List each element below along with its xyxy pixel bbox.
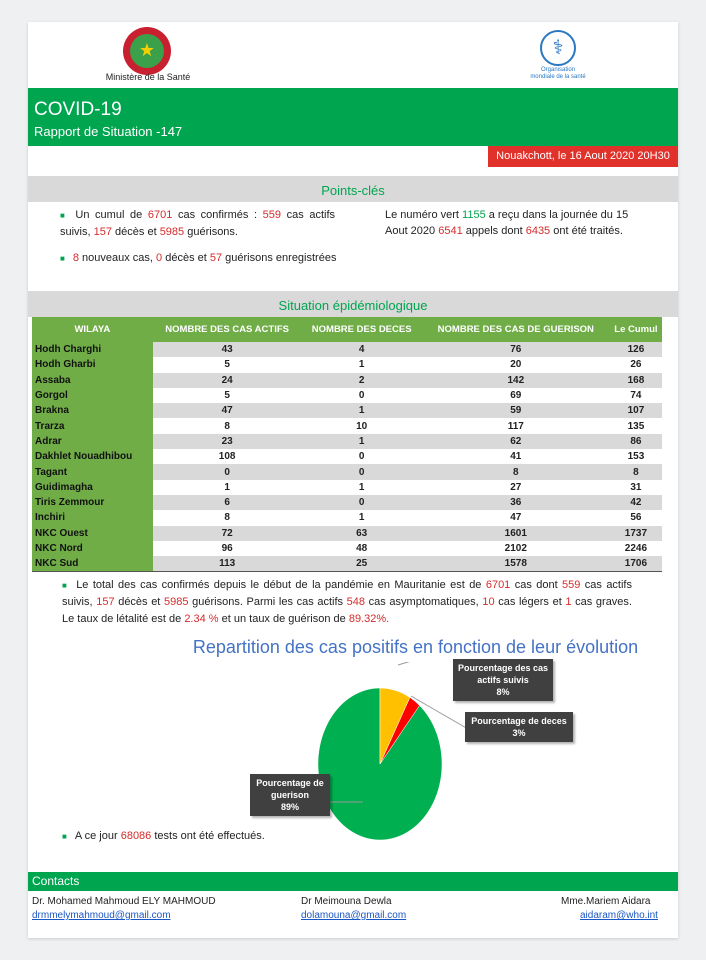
value-cell: 1 xyxy=(302,434,422,449)
key-point-1: ■ Un cumul de 6701 cas confirmés : 559 cas actifs suivis, 157 décès et 5985 guérisons. xyxy=(60,209,336,238)
title-band xyxy=(28,88,678,146)
ministry-logo: ★ xyxy=(123,27,171,75)
chart-title: Repartition des cas positifs en fonction de leur évolution xyxy=(192,637,639,657)
value-cell: 2246 xyxy=(624,543,648,554)
label-guerison-value: 89% xyxy=(280,802,299,812)
value-cell: 23 xyxy=(153,434,302,449)
highlight-value: 6541 xyxy=(438,225,463,237)
table-row xyxy=(32,510,662,525)
value-cell: 0 xyxy=(358,390,365,402)
value-cell: 8 xyxy=(610,464,662,479)
value-cell: 1706 xyxy=(610,556,662,571)
value-cell: 42 xyxy=(610,495,662,510)
highlight-value: 548 xyxy=(346,596,366,608)
wilaya-cell: NKC Sud xyxy=(32,556,153,571)
value-cell: 1 xyxy=(224,481,230,493)
table-row xyxy=(32,434,662,449)
text-segment: cas confirmés : xyxy=(172,209,263,221)
contact-name: Dr. Mohamed Mahmoud ELY MAHMOUD xyxy=(32,896,216,907)
highlight-value: 1155 xyxy=(462,209,486,221)
value-cell: 108 xyxy=(218,451,236,463)
text-segment: cas asymptomatiques, xyxy=(365,596,483,608)
highlight-value: 559 xyxy=(262,209,281,221)
text-segment: ont été traités. xyxy=(550,225,623,237)
table-row xyxy=(32,357,662,372)
value-cell: 63 xyxy=(302,526,422,541)
points-cles-heading: Points-clés xyxy=(28,176,678,202)
highlight-value: 559 xyxy=(562,579,581,591)
value-cell: 25 xyxy=(302,556,422,571)
table-row xyxy=(32,480,662,495)
table-row xyxy=(32,541,662,556)
value-cell: 0 xyxy=(153,464,302,479)
label-deces xyxy=(465,712,573,742)
highlight-value: 0 xyxy=(156,252,163,264)
value-cell: 59 xyxy=(422,403,610,418)
contacts-heading: Contacts xyxy=(28,872,678,891)
label-actifs-text: Pourcentage des cas actifs suivis xyxy=(457,663,549,685)
value-cell: 1601 xyxy=(422,526,610,541)
value-cell: 0 xyxy=(302,495,422,510)
contact-email[interactable]: aidaram@who.int xyxy=(580,910,658,921)
text-segment: décès et xyxy=(162,252,210,264)
table-row xyxy=(32,342,662,357)
value-cell: 43 xyxy=(153,342,302,357)
value-cell: 69 xyxy=(510,390,522,402)
label-actifs-value: 8% xyxy=(496,687,510,697)
highlight-value: 1 xyxy=(565,596,572,608)
text-segment: nouveaux cas, xyxy=(78,252,157,264)
wilaya-cell: Trarza xyxy=(32,418,153,433)
label-actifs xyxy=(453,659,553,701)
value-cell: 96 xyxy=(221,543,233,554)
key-point-hotline xyxy=(385,207,635,239)
value-cell: 5 xyxy=(224,359,230,371)
text-segment: Un cumul de xyxy=(75,209,148,221)
text-segment: guérisons. Parmi les cas actifs xyxy=(188,596,347,608)
text-segment: décès et xyxy=(114,596,165,608)
highlight-value: 6701 xyxy=(485,579,511,591)
label-deces-text: Pourcentage de deces xyxy=(471,716,567,726)
who-label-1: Organisation xyxy=(540,67,576,73)
value-cell: 56 xyxy=(630,512,642,524)
value-cell: 5 xyxy=(224,390,230,402)
value-cell: 153 xyxy=(627,451,645,463)
highlight-value: 68086 xyxy=(120,830,152,842)
table-row xyxy=(32,403,662,418)
value-cell: 47 xyxy=(510,512,522,524)
text-segment: cas actifs suivis, xyxy=(60,209,336,238)
table-row xyxy=(32,556,662,571)
text-segment: appels dont xyxy=(462,225,526,237)
contact-name: Dr Meimouna Dewla xyxy=(301,896,392,907)
value-cell: 1 xyxy=(358,481,365,493)
column-header: NOMBRE DES CAS DE GUERISON xyxy=(422,317,610,342)
highlight-value: 6701 xyxy=(147,209,173,221)
highlight-value: 8 xyxy=(72,252,79,264)
label-deces-value: 3% xyxy=(512,728,526,738)
wilaya-cell: Hodh Gharbi xyxy=(32,357,153,372)
table-row xyxy=(32,464,662,479)
text-segment: Le total des cas confirmés depuis le début de la pandémie en Mauritanie est de xyxy=(76,579,486,591)
report-date: Nouakchott, le 16 Aout 2020 20H30 xyxy=(488,146,678,167)
value-cell: 47 xyxy=(153,403,302,418)
value-cell: 1578 xyxy=(422,556,610,571)
table-row xyxy=(32,449,662,464)
value-cell: 41 xyxy=(510,451,522,463)
value-cell: 27 xyxy=(510,481,522,493)
value-cell: 107 xyxy=(610,403,662,418)
table-row xyxy=(32,388,662,403)
text-segment: décès et xyxy=(111,226,160,238)
text-segment: cas graves. Le taux de létalité est de xyxy=(62,596,632,625)
value-cell: 142 xyxy=(422,373,610,388)
situation-heading: Situation épidémiologique xyxy=(28,291,678,317)
value-cell: 4 xyxy=(302,342,422,357)
column-header: NOMBRE DES DECES xyxy=(302,317,422,342)
wilaya-cell: Tagant xyxy=(32,464,153,479)
wilaya-cell: Guidimagha xyxy=(32,480,153,495)
wilaya-cell: Inchiri xyxy=(32,510,153,525)
value-cell: 31 xyxy=(630,481,642,493)
text-segment: a reçu dans la journée du 15 Aout 2020 xyxy=(385,209,629,237)
text-segment: cas dont xyxy=(510,579,563,591)
text-segment: Le numéro vert xyxy=(385,209,463,221)
text-segment: cas actifs suivis, xyxy=(62,579,632,608)
value-cell: 36 xyxy=(422,495,610,510)
value-cell: 0 xyxy=(302,464,422,479)
highlight-value: 157 xyxy=(93,226,112,238)
text-segment: cas légers et xyxy=(494,596,566,608)
value-cell: 0 xyxy=(358,451,365,463)
value-cell: 74 xyxy=(630,390,642,402)
contact-name: Mme.Mariem Aidara xyxy=(561,896,651,907)
value-cell: 6 xyxy=(153,495,302,510)
text-segment: A ce jour xyxy=(74,830,121,842)
tests-bullet: ■ A ce jour 68086 tests ont été effectués. xyxy=(62,830,265,842)
value-cell: 117 xyxy=(507,420,524,432)
value-cell: 26 xyxy=(630,359,642,371)
contact-email[interactable]: drmmelymahmoud@gmail.com xyxy=(32,910,171,921)
value-cell: 1 xyxy=(358,359,365,371)
report-title: COVID-19 xyxy=(34,99,122,120)
value-cell: 2102 xyxy=(504,543,527,554)
value-cell: 10 xyxy=(356,420,368,432)
text-segment: guérisons. xyxy=(184,226,238,238)
value-cell: 1 xyxy=(302,403,422,418)
highlight-value: 10 xyxy=(482,596,495,608)
table-row xyxy=(32,526,662,541)
value-cell: 48 xyxy=(356,543,368,554)
wilaya-cell: NKC Ouest xyxy=(32,526,153,541)
highlight-value: 157 xyxy=(96,596,115,608)
report-page xyxy=(28,22,678,938)
wilaya-cell: Assaba xyxy=(32,373,153,388)
value-cell: 1737 xyxy=(610,526,662,541)
value-cell: 86 xyxy=(610,434,662,449)
value-cell: 113 xyxy=(153,556,302,571)
wilaya-cell: Hodh Charghi xyxy=(32,342,153,357)
who-label-2: mondiale de la santé xyxy=(530,74,586,80)
column-header: NOMBRE DES CAS ACTIFS xyxy=(153,317,302,342)
value-cell: 135 xyxy=(627,420,645,432)
contact-email[interactable]: dolamouna@gmail.com xyxy=(301,910,407,921)
wilaya-cell: Gorgol xyxy=(32,388,153,403)
table-row xyxy=(32,373,662,388)
highlight-value: 6435 xyxy=(525,225,551,237)
ministry-label: Ministère de la Santé xyxy=(105,72,191,82)
value-cell: 62 xyxy=(422,434,610,449)
highlight-value: 57 xyxy=(209,252,223,264)
wilaya-cell: Brakna xyxy=(32,403,153,418)
value-cell: 76 xyxy=(422,342,610,357)
highlight-value: 89.32%. xyxy=(348,613,390,625)
who-logo: ⚕ xyxy=(540,30,576,66)
highlight-value: 5985 xyxy=(159,226,185,238)
situation-table xyxy=(32,317,662,572)
text-segment: guérisons enregistrées xyxy=(222,252,337,264)
text-segment: tests ont été effectués. xyxy=(151,830,265,842)
key-point-2: ■ 8 nouveaux cas, 0 décès et 57 guérisons enregistrées xyxy=(60,252,337,264)
wilaya-cell: Adrar xyxy=(32,434,153,449)
value-cell: 1 xyxy=(358,512,365,524)
wilaya-cell: Tiris Zemmour xyxy=(32,495,153,510)
column-header: Le Cumul xyxy=(610,317,662,342)
column-header: WILAYA xyxy=(32,317,153,342)
label-guerison xyxy=(250,774,330,816)
value-cell: 20 xyxy=(510,359,522,371)
highlight-value: 2.34 % xyxy=(184,613,219,625)
label-guerison-text: Pourcentage de guerison xyxy=(256,778,324,800)
highlight-value: 5985 xyxy=(164,596,189,608)
value-cell: 168 xyxy=(610,373,662,388)
value-cell: 2 xyxy=(302,373,422,388)
value-cell: 8 xyxy=(224,512,230,524)
wilaya-cell: Dakhlet Nouadhibou xyxy=(32,449,153,464)
value-cell: 72 xyxy=(153,526,302,541)
value-cell: 8 xyxy=(422,464,610,479)
summary-paragraph: ■ Le total des cas confirmés depuis le début de la pandémie en Mauritanie est de 6701 cas dont 559 cas actifs suivis, 157 décès et 5985 guérisons. Parmi les cas actifs 548 cas asymptomatiques, 10 cas légers et 1 cas graves. Le taux de létalité est de 2.34 % et un taux de guérison de 89.32%. xyxy=(62,579,632,625)
value-cell: 8 xyxy=(224,420,230,432)
value-cell: 24 xyxy=(153,373,302,388)
report-subtitle: Rapport de Situation -147 xyxy=(34,124,183,139)
table-row xyxy=(32,495,662,510)
who-label xyxy=(523,67,593,81)
text-segment: et un taux de guérison de xyxy=(218,613,349,625)
wilaya-cell: NKC Nord xyxy=(32,541,153,556)
value-cell: 126 xyxy=(610,342,662,357)
table-row xyxy=(32,418,662,433)
